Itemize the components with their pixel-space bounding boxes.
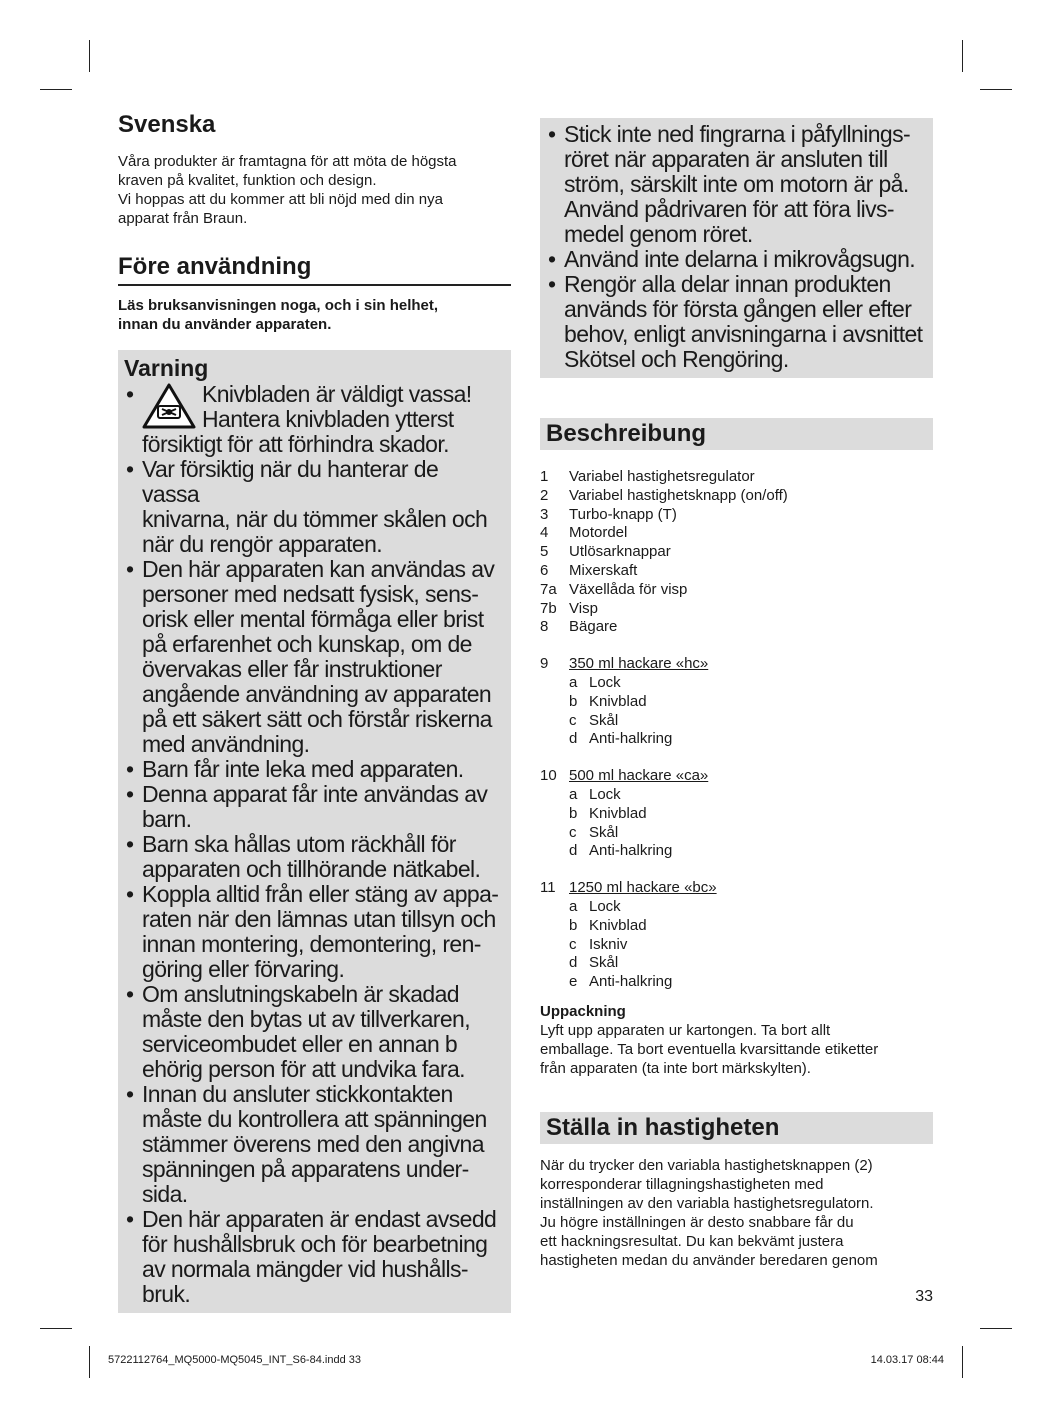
part-label: Turbo-knapp (T) [569, 505, 677, 523]
warning-item: • Den här apparaten är endast avsedd för hushållsbruk och för bearbetning av normala mängder vid hushålls- bruk. [124, 1207, 501, 1307]
subpart-letter: a [569, 673, 578, 691]
unpack-text: Lyft upp apparaten ur kartongen. Ta bort allt emballage. Ta bort eventuella kvarsittande etiketter från apparaten (ta inte bort märkskylten). [540, 1021, 879, 1077]
read-note: Läs bruksanvisningen noga, och i sin helhet, innan du använder apparaten. [118, 297, 439, 333]
part-row [540, 600, 788, 619]
subpart-label: Knivblad [589, 692, 647, 710]
subpart-label: Anti-halkring [589, 842, 673, 860]
warning-box [118, 350, 511, 1313]
subpart-letter: d [569, 730, 578, 748]
part-label: 500 ml hackare «ca» [569, 767, 709, 785]
speed-heading: Ställa in hastigheten [540, 1112, 933, 1144]
warning-box-continued [540, 118, 933, 378]
part-number: 11 [540, 879, 556, 897]
subpart-letter: c [569, 935, 577, 953]
chopper-subpart [540, 936, 788, 955]
part-label: Utlösarknappar [569, 543, 671, 561]
part-label: 350 ml hackare «hc» [569, 655, 709, 673]
subpart-label: Skål [589, 711, 619, 729]
part-number: 7a [540, 580, 557, 598]
chopper-subpart [540, 730, 788, 749]
subpart-label: Skål [589, 954, 619, 972]
part-number: 4 [540, 524, 549, 542]
chopper-subpart [540, 805, 788, 824]
page-number: 33 [915, 1288, 933, 1305]
crop-mark [40, 1328, 72, 1329]
crop-mark [980, 89, 1012, 90]
part-number: 2 [540, 486, 549, 504]
subpart-letter: b [569, 916, 578, 934]
part-row [540, 506, 788, 525]
subpart-label: Iskniv [589, 935, 628, 953]
part-number: 1 [540, 468, 549, 485]
crop-mark [89, 40, 90, 72]
part-number: 8 [540, 618, 549, 636]
subpart-label: Knivblad [589, 916, 647, 934]
language-title: Svenska [118, 111, 216, 138]
chopper-subpart [540, 824, 788, 843]
footer-date: 14.03.17 08:44 [870, 1354, 944, 1366]
chopper-row [540, 879, 788, 898]
part-row [540, 618, 788, 637]
part-label: Variabel hastighetsknapp (on/off) [569, 486, 788, 504]
warning-item: • Knivbladen är väldigt vassa! Hantera knivbladen ytterst försiktigt för att förhindra skador. [124, 382, 501, 457]
parts-list [540, 468, 788, 992]
warning-list [124, 382, 501, 1307]
part-number: 9 [540, 655, 549, 673]
part-number: 7b [540, 599, 557, 617]
part-row [540, 543, 788, 562]
intro-text: Våra produkter är framtagna för att möta de högsta kraven på kvalitet, funktion och design. Vi hoppas att du kommer att bli nöjd med din nya apparat från Braun. [118, 153, 457, 227]
part-row [540, 581, 788, 600]
left-column [118, 110, 511, 1313]
subpart-label: Knivblad [589, 804, 647, 822]
chopper-subpart [540, 786, 788, 805]
chopper-subpart [540, 712, 788, 731]
part-row [540, 487, 788, 506]
subpart-letter: e [569, 973, 578, 991]
chopper-subpart [540, 917, 788, 936]
description-heading: Beschreibung [540, 418, 933, 450]
subpart-letter: c [569, 711, 577, 729]
warning-item: • Denna apparat får inte användas av barn. [124, 782, 501, 832]
crop-mark [962, 40, 963, 72]
subpart-label: Anti-halkring [589, 973, 673, 991]
footer-file: 5722112764_MQ5000-MQ5045_INT_S6-84.indd 33 [108, 1354, 361, 1366]
chopper-subpart [540, 674, 788, 693]
crop-mark [89, 1346, 90, 1378]
warning-item: • Koppla alltid från eller stäng av appa- raten när den lämnas utan tillsyn och innan montering, demontering, ren- göring eller förvaring. [124, 882, 501, 982]
speed-text: När du trycker den variabla hastighetsknappen (2) korresponderar tillagningshastigheten med inställningen av den variabla hastighetsregulatorn. Ju högre inställningen är desto snabbare får du ett hackningsresultat. Du kan bekvämt justera hastigheten medan du använder beredaren genom [540, 1156, 878, 1269]
part-label: Växellåda för visp [569, 580, 688, 598]
unpack-title: Uppackning [540, 1002, 626, 1020]
subpart-label: Lock [589, 897, 621, 915]
part-number: 3 [540, 505, 549, 523]
part-label: Mixerskaft [569, 561, 638, 579]
subpart-label: Lock [589, 785, 621, 803]
crop-mark [40, 89, 72, 90]
chopper-subpart [540, 693, 788, 712]
warning-item: • Barn ska hållas utom räckhåll för apparaten och tillhörande nätkabel. [124, 832, 501, 882]
right-column [540, 118, 933, 1270]
warning-item: • Använd inte delarna i mikrovågsugn. [546, 247, 927, 272]
chopper-subpart [540, 842, 788, 861]
part-number: 6 [540, 561, 549, 579]
crop-mark [980, 1328, 1012, 1329]
part-label: 1250 ml hackare «bc» [569, 879, 717, 897]
chopper-subpart [540, 973, 788, 992]
warning-item: • Om anslutningskabeln är skadad måste den bytas ut av tillverkaren, serviceombudet eller en annan b ehörig person för att undvika fara. [124, 982, 501, 1082]
spacer [540, 749, 788, 767]
blade-hazard-icon [142, 382, 198, 432]
part-label: Visp [569, 599, 598, 617]
warning-item: • Innan du ansluter stickkontakten måste du kontrollera att spänningen stämmer överens med den angivna spänningen på apparatens under- sida. [124, 1082, 501, 1207]
subpart-letter: c [569, 823, 577, 841]
subpart-letter: d [569, 842, 578, 860]
subpart-letter: b [569, 692, 578, 710]
subpart-letter: a [569, 785, 578, 803]
part-number: 10 [540, 767, 557, 785]
subpart-label: Skål [589, 823, 619, 841]
part-number: 5 [540, 543, 549, 561]
part-label: Bägare [569, 618, 618, 636]
spacer [540, 637, 788, 655]
warning-item: • Barn får inte leka med apparaten. [124, 757, 501, 782]
part-label: Variabel hastighetsregulator [569, 468, 755, 485]
chopper-row [540, 655, 788, 674]
crop-mark [962, 1346, 963, 1378]
spacer [540, 861, 788, 879]
subpart-letter: b [569, 804, 578, 822]
warning-list [546, 122, 927, 372]
chopper-subpart [540, 898, 788, 917]
warning-item: • Var försiktig när du hanterar de vassa knivarna, när du tömmer skålen och när du rengör apparaten. [124, 457, 501, 557]
part-row [540, 562, 788, 581]
warning-item: • Den här apparaten kan användas av personer med nedsatt fysisk, sens- orisk eller mental förmåga eller brist på erfarenhet och kunskap, om de övervakas eller får instruktioner angående användning av apparaten på ett säkert sätt och förstår riskerna med användning. [124, 557, 501, 757]
warning-title: Varning [124, 355, 209, 381]
part-row [540, 524, 788, 543]
subpart-letter: a [569, 897, 578, 915]
chopper-row [540, 767, 788, 786]
chopper-subpart [540, 954, 788, 973]
subpart-label: Anti-halkring [589, 730, 673, 748]
subpart-letter: d [569, 954, 578, 972]
section-title: Före användning [118, 252, 511, 286]
warning-item: • Stick inte ned fingrarna i påfyllnings- röret när apparaten är ansluten till ström, särskilt inte om motorn är på. Använd pådrivaren för att föra livs- medel genom röret. [546, 122, 927, 247]
part-label: Motordel [569, 524, 628, 542]
part-row [540, 468, 788, 487]
warning-item: • Rengör alla delar innan produkten används för första gången eller efter behov, enligt anvisningarna i avsnittet Skötsel och Rengöring. [546, 272, 927, 372]
subpart-label: Lock [589, 673, 621, 691]
